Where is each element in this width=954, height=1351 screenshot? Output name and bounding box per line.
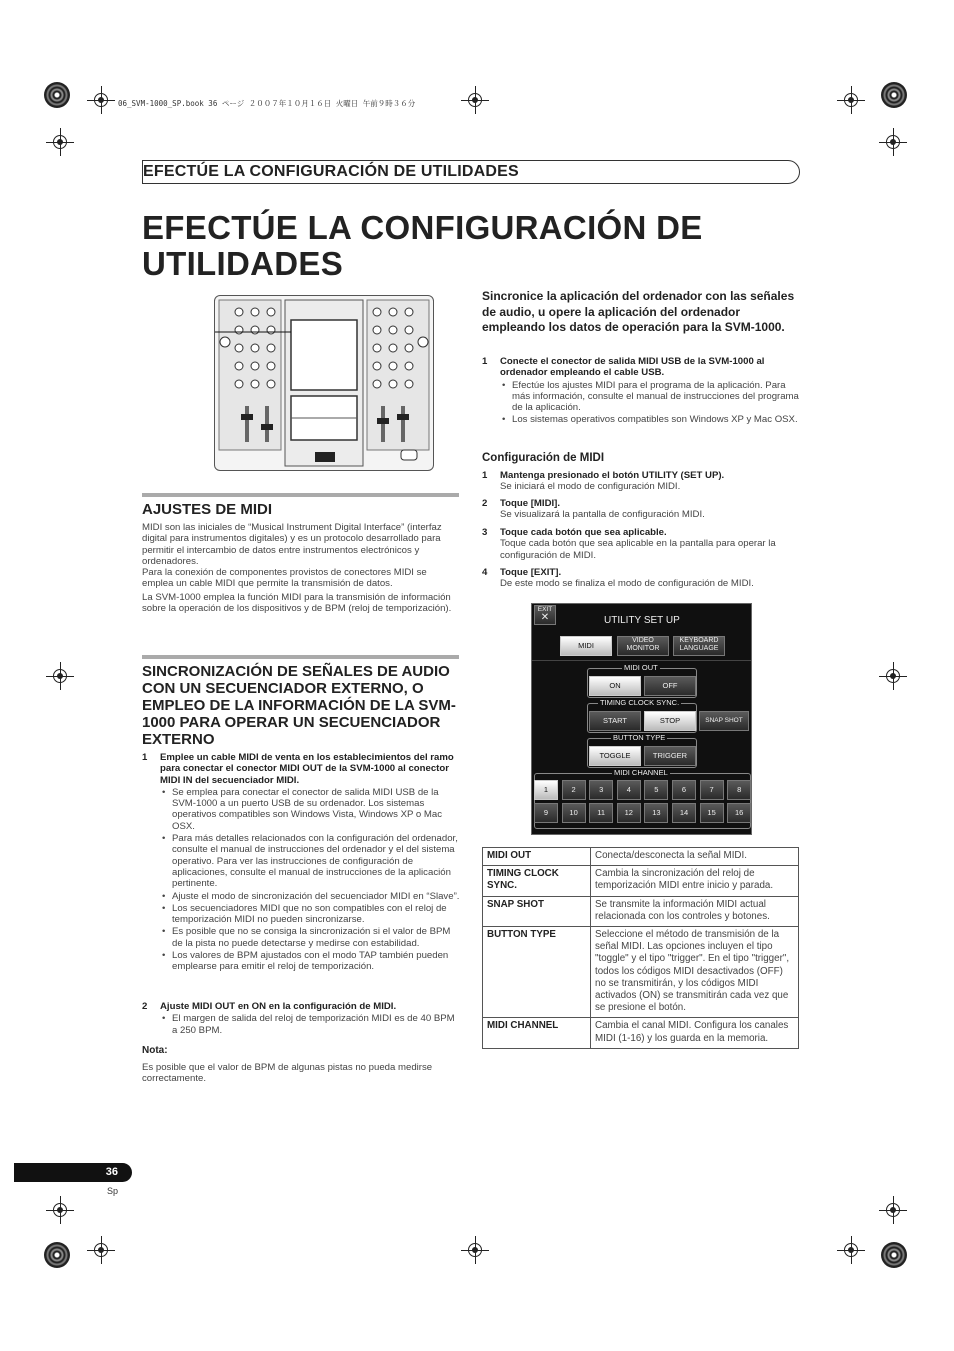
- config-step-1: [482, 470, 800, 493]
- step-title: Toque cada botón que sea aplicable.: [500, 527, 667, 538]
- tab-video-monitor[interactable]: VIDEO MONITOR: [617, 636, 669, 656]
- list-item: • Es posible que no se consiga la sincronización si el valor de BPM de la pista no puede detectarse y medirse con estabilidad.: [142, 926, 460, 949]
- table-key: BUTTON TYPE: [483, 927, 591, 1018]
- config-step-3: [482, 527, 800, 561]
- timing-start-button[interactable]: START: [589, 711, 641, 731]
- table-row: [483, 896, 799, 926]
- channel-button[interactable]: 2: [562, 780, 586, 800]
- crop-mark-icon: [879, 1196, 907, 1224]
- midi-out-off-button[interactable]: OFF: [644, 676, 696, 696]
- paragraph: MIDI son las iniciales de “Musical Instrument Digital Interface” (interfaz digital para instrumentos digitales) y es un protocolo desarrollado para permitir el intercambio de datos entre instrumentos electrónicos y ordenadores.: [142, 522, 442, 567]
- sync-step-1: [142, 752, 460, 974]
- table-value: Cambia el canal MIDI. Configura los canales MIDI (1-16) y los guarda en la memoria.: [591, 1018, 799, 1048]
- crop-mark-icon: [879, 662, 907, 690]
- trigger-button[interactable]: TRIGGER: [644, 746, 696, 766]
- step-desc: De este modo se finaliza el modo de configuración de MIDI.: [500, 578, 754, 590]
- channel-button[interactable]: 9: [534, 803, 558, 823]
- mixer-drawing: [215, 296, 433, 470]
- list-item: • Efectúe los ajustes MIDI para el programa de la aplicación. Para más información, consulte el manual de instrucciones del programa de la aplicación.: [482, 380, 800, 414]
- note-label: Nota:: [142, 1045, 168, 1056]
- table-key: MIDI CHANNEL: [483, 1018, 591, 1048]
- channel-button[interactable]: 8: [727, 780, 751, 800]
- crop-mark-icon: [46, 128, 74, 156]
- registration-disc: [44, 1242, 70, 1268]
- sync-step-2: [142, 1001, 460, 1037]
- channel-button[interactable]: 14: [672, 803, 696, 823]
- bullet-list: [142, 1013, 460, 1036]
- channel-button[interactable]: 16: [727, 803, 751, 823]
- device-illustration: [214, 295, 434, 471]
- tab-midi[interactable]: MIDI: [560, 636, 612, 656]
- section-rule: [142, 493, 459, 497]
- right-step-1: [482, 356, 800, 427]
- step-number: 4: [482, 567, 488, 578]
- channel-button[interactable]: 10: [562, 803, 586, 823]
- registration-disc: [881, 82, 907, 108]
- table-row: [483, 866, 799, 896]
- step-title: Ajuste MIDI OUT en ON en la configuración de MIDI.: [160, 1001, 397, 1012]
- toggle-button[interactable]: TOGGLE: [589, 746, 641, 766]
- step-title: Emplee un cable MIDI de venta en los establecimientos del ramo para conectar el conector MIDI OUT de la SVM-1000 al conector MIDI IN del secuenciador MIDI.: [160, 752, 454, 786]
- table-key: MIDI OUT: [483, 848, 591, 866]
- step-title: Mantenga presionado el botón UTILITY (SET UP).: [500, 470, 725, 481]
- channel-button[interactable]: 13: [644, 803, 668, 823]
- table-value: Se transmite la información MIDI actual relacionada con los controles y botones.: [591, 896, 799, 926]
- channel-button[interactable]: 1: [534, 780, 558, 800]
- table-row: [483, 927, 799, 1018]
- table-value: Conecta/desconecta la señal MIDI.: [591, 848, 799, 866]
- midi-out-label: MIDI OUT: [624, 663, 658, 672]
- config-step-4: [482, 567, 800, 590]
- step-number: 1: [142, 752, 148, 763]
- midi-out-on-button[interactable]: ON: [589, 676, 641, 696]
- crop-mark-icon: [46, 662, 74, 690]
- exit-button[interactable]: [534, 605, 556, 625]
- step-number: 3: [482, 527, 488, 538]
- crop-mark-icon: [837, 1236, 865, 1264]
- section-header: [142, 160, 800, 184]
- table-value: Seleccione el método de transmisión de la señal MIDI. Las opciones incluyen el tipo "toggle" y el tipo "trigger". En el tipo "trigger", todos los códigos MIDI desactivados (OFF) no se transmitirán, y los códigos MIDI activados (ON) se transmitirán cada vez que se presione el botón.: [591, 927, 799, 1018]
- tab-keyboard-language[interactable]: KEYBOARD LANGUAGE: [673, 636, 725, 656]
- page-number: 36: [105, 1166, 118, 1178]
- channel-button[interactable]: 7: [700, 780, 724, 800]
- close-icon: ✕: [540, 612, 550, 623]
- crop-mark-icon: [87, 1236, 115, 1264]
- table-key: SNAP SHOT: [483, 896, 591, 926]
- channel-label: MIDI CHANNEL: [614, 768, 668, 777]
- table-row: [483, 848, 799, 866]
- paragraph: La SVM-1000 emplea la función MIDI para la transmisión de información sobre la operación de los dispositivos y de BPM (reloj de temporización).: [142, 591, 452, 615]
- timing-stop-button[interactable]: STOP: [644, 711, 696, 731]
- crop-mark-icon: [837, 86, 865, 114]
- channel-button[interactable]: 15: [700, 803, 724, 823]
- sync-heading: SINCRONIZACIÓN DE SEÑALES DE AUDIO CON UN SECUENCIADOR EXTERNO, O EMPLEO DE LA INFORMACIÓN DE LA SVM-1000 PARA OPERAR UN SECUENCIADOR EXTERNO: [142, 663, 456, 748]
- step-number: 1: [482, 356, 488, 367]
- list-item: • Los sistemas operativos compatibles son Windows XP y Mac OSX.: [482, 414, 800, 425]
- midi-settings-body: [142, 522, 460, 616]
- crop-mark-icon: [461, 86, 489, 114]
- channel-button[interactable]: 3: [589, 780, 613, 800]
- utility-screen: [531, 603, 752, 835]
- list-item: • Para más detalles relacionados con la configuración del ordenador, consulte el manual de instrucciones del ordenador y el del sistema operativo. Para ver las instrucciones de configuración de aplicaciones, consulte el manual de instrucciones de la aplicación pertinente.: [142, 833, 460, 889]
- snap-shot-button[interactable]: SNAP SHOT: [699, 711, 749, 731]
- language-code: Sp: [107, 1186, 119, 1196]
- timing-label: TIMING CLOCK SYNC.: [600, 698, 680, 707]
- page-number-tab: [14, 1163, 132, 1182]
- list-item: • Ajuste el modo de sincronización del secuenciador MIDI en “Slave”.: [142, 891, 460, 902]
- crop-mark-icon: [461, 1236, 489, 1264]
- config-step-2: [482, 498, 800, 521]
- step-desc: Se visualizará la pantalla de configuración MIDI.: [500, 509, 705, 521]
- step-number: 1: [482, 470, 488, 481]
- header-title: EFECTÚE LA CONFIGURACIÓN DE UTILIDADES: [143, 163, 519, 180]
- screen-divider: [532, 660, 751, 661]
- midi-settings-heading: AJUSTES DE MIDI: [142, 501, 273, 518]
- list-item: • Se emplea para conectar el conector de salida MIDI USB de la SVM-1000 a un puerto USB de su ordenador. Los sistemas operativos compatibles son Windows Vista, Windows XP o Mac OSX.: [142, 787, 460, 832]
- table-value: Cambia la sincronización del reloj de temporización MIDI entre inicio y parada.: [591, 866, 799, 896]
- bullet-list: [142, 787, 460, 973]
- button-type-label: BUTTON TYPE: [613, 733, 666, 742]
- right-heading: Sincronice la aplicación del ordenador con las señales de audio, u opere la aplicación del ordenador empleando los datos de operación para la SVM-1000.: [482, 289, 795, 334]
- config-heading: Configuración de MIDI: [482, 452, 605, 464]
- channel-button[interactable]: 12: [617, 803, 641, 823]
- registration-disc: [881, 1242, 907, 1268]
- exit-label: EXIT: [537, 606, 553, 613]
- screen-title: UTILITY SET UP: [604, 615, 680, 626]
- step-title: Toque [EXIT].: [500, 567, 562, 578]
- page-title: EFECTÚE LA CONFIGURACIÓN DE UTILIDADES: [142, 209, 703, 282]
- step-number: 2: [482, 498, 488, 509]
- channel-button[interactable]: 6: [672, 780, 696, 800]
- list-item: • Los valores de BPM ajustados con el modo TAP también pueden emplearse para emitir el reloj de temporización.: [142, 950, 460, 973]
- list-item: • Los secuenciadores MIDI que no son compatibles con el reloj de temporización MIDI no pueden sincronizarse.: [142, 903, 460, 926]
- midi-settings-table: [482, 847, 799, 1049]
- note-text: Es posible que el valor de BPM de algunas pistas no pueda medirse correctamente.: [142, 1062, 433, 1085]
- crop-mark-icon: [46, 1196, 74, 1224]
- section-rule: [142, 655, 459, 659]
- list-item: • El margen de salida del reloj de temporización MIDI es de 40 BPM a 250 BPM.: [142, 1013, 460, 1036]
- step-title: Conecte el conector de salida MIDI USB de la SVM-1000 al ordenador empleando el cable USB.: [500, 356, 765, 379]
- paragraph: Para la conexión de componentes provistos de conectores MIDI se emplea un cable MIDI que permite la transmisión de datos.: [142, 567, 427, 590]
- crop-mark-icon: [87, 86, 115, 114]
- channel-button[interactable]: 11: [589, 803, 613, 823]
- print-info: 06_SVM-1000_SP.book 36 ページ ２００７年１０月１６日 火曜日 午前９時３６分: [118, 99, 416, 108]
- step-desc: Toque cada botón que sea aplicable en la pantalla para operar la configuración de MIDI.: [500, 538, 776, 561]
- crop-mark-icon: [879, 128, 907, 156]
- step-title: Toque [MIDI].: [500, 498, 561, 509]
- table-key: TIMING CLOCK SYNC.: [483, 866, 591, 896]
- registration-disc: [44, 82, 70, 108]
- step-number: 2: [142, 1001, 148, 1012]
- channel-button[interactable]: 4: [617, 780, 641, 800]
- table-row: [483, 1018, 799, 1048]
- step-desc: Se iniciará el modo de configuración MIDI.: [500, 481, 681, 493]
- channel-button[interactable]: 5: [644, 780, 668, 800]
- bullet-list: [482, 380, 800, 426]
